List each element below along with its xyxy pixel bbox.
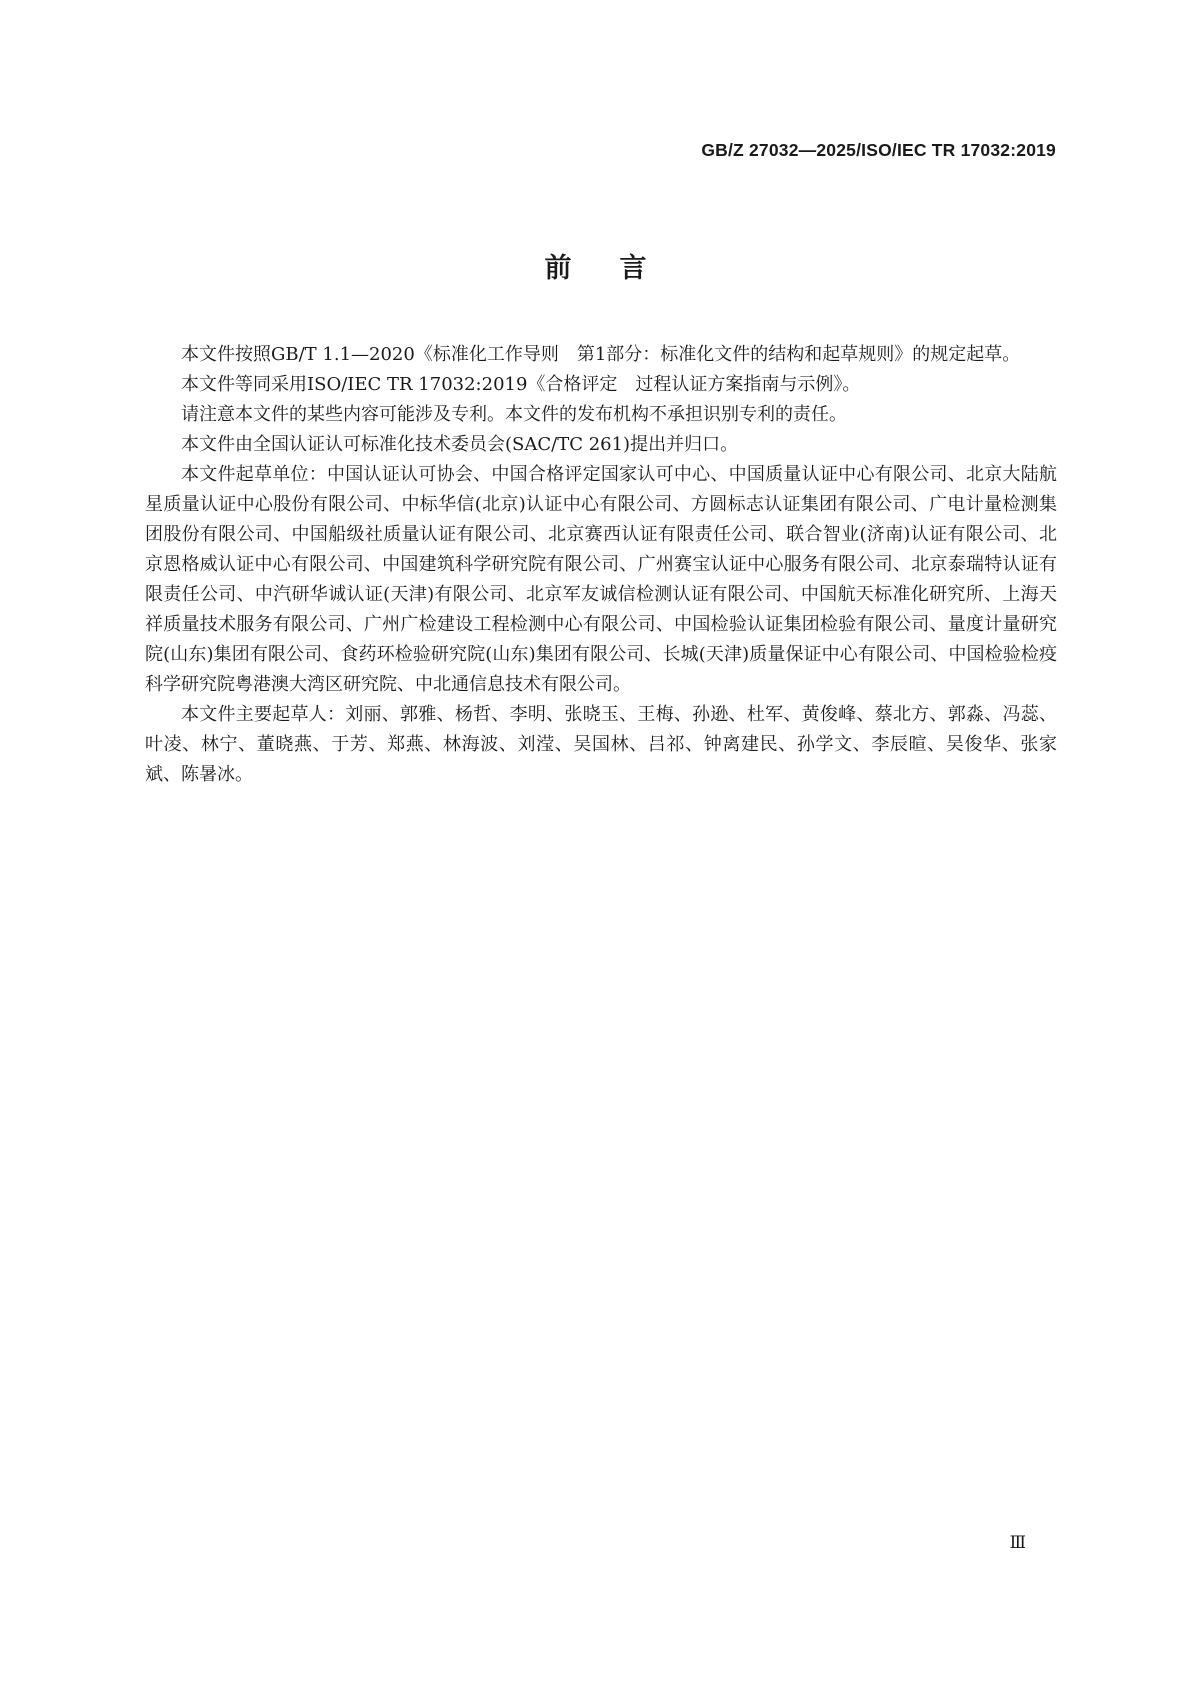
page-number: Ⅲ [1009,1533,1026,1552]
page-title: 前言 [544,253,695,284]
foreword-body [145,340,1057,790]
paragraph-drafting-organizations: 本文件起草单位：中国认证认可协会、中国合格评定国家认可中心、中国质量认证中心有限公司、北京大陆航星质量认证中心股份有限公司、中标华信(北京)认证中心有限公司、方圆标志认证集团有限公司、广电计量检测集团股份有限公司、中国船级社质量认证有限公司、北京赛西认证有限责任公司、联合智业(济南)认证有限公司、北京恩格威认证中心有限公司、中国建筑科学研究院有限公司、广州赛宝认证中心服务有限公司、北京泰瑞特认证有限责任公司、中汽研华诚认证(天津)有限公司、北京军友诚信检测认证有限公司、中国航天标准化研究所、上海天祥质量技术服务有限公司、广州广检建设工程检测中心有限公司、中国检验认证集团检验有限公司、量度计量研究院(山东)集团有限公司、食药环检验研究院(山东)集团有限公司、长城(天津)质量保证中心有限公司、中国检验检疫科学研究院粤港澳大湾区研究院、中北通信息技术有限公司。 [145,464,1057,695]
paragraph-main-drafters: 本文件主要起草人：刘丽、郭雅、杨哲、李明、张晓玉、王梅、孙逊、杜军、黄俊峰、蔡北方、郭淼、冯蕊、叶凌、林宁、董晓燕、于芳、郑燕、林海波、刘滢、吴国林、吕祁、钟离建民、孙学文、李辰暄、吴俊华、张家斌、陈暑冰。 [145,704,1057,785]
paragraph-proposer: 本文件由全国认证认可标准化技术委员会(SAC/TC 261)提出并归口。 [181,434,739,455]
paragraph-adoption: 本文件等同采用ISO/IEC TR 17032:2019《合格评定 过程认证方案指南与示例》。 [181,374,861,395]
paragraph-patent-notice: 请注意本文件的某些内容可能涉及专利。本文件的发布机构不承担识别专利的责任。 [181,404,847,425]
standard-code-header: GB/Z 27032—2025/ISO/IEC TR 17032:2019 [701,140,1056,160]
paragraph-drafting-rules: 本文件按照GB/T 1.1—2020《标准化工作导则 第1部分：标准化文件的结构和起草规则》的规定起草。 [181,344,1021,365]
